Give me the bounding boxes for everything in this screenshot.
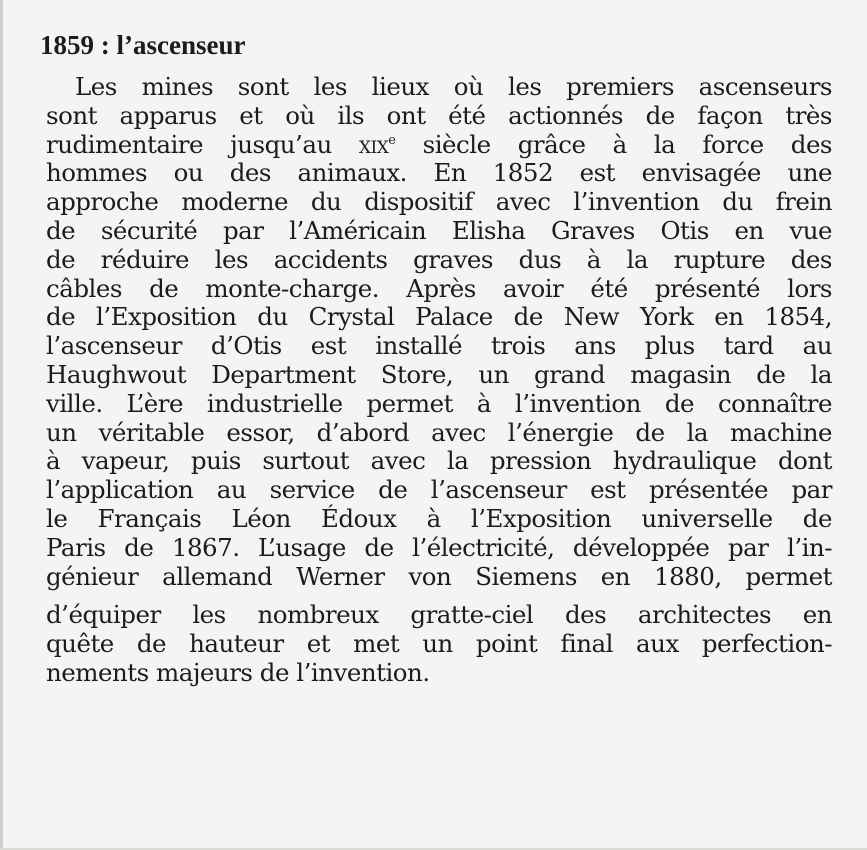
roman-numeral: xix — [358, 129, 389, 159]
text-line: de l’Exposition du Crystal Palace de New York en 1854, — [46, 302, 832, 332]
text-line: de sécurité par l’Américain Elisha Graves Otis en vue — [46, 215, 832, 245]
text-line: un véritable essor, d’abord avec l’énergie de la machine — [46, 417, 832, 447]
text-line: génieur allemand Werner von Siemens en 1880, permet — [46, 561, 832, 591]
text-line: quête de hauteur et met un point final aux perfection- — [46, 629, 832, 659]
text-line: l’ascenseur d’Otis est installé trois ans plus tard au — [46, 331, 832, 361]
text-line: le Français Léon Édoux à l’Exposition universelle de — [46, 503, 832, 533]
text-line: d’équiper les nombreux gratte-ciel des architectes en — [46, 600, 832, 630]
text-line-with-century — [46, 131, 832, 160]
text-line: câbles de monte-charge. Après avoir été présenté lors — [46, 273, 832, 303]
text-line: Haughwout Department Store, un grand magasin de la — [46, 359, 832, 389]
text-line: Paris de 1867. L’usage de l’électricité, développée par l’in- — [46, 532, 832, 562]
text-line: Les mines sont les lieux où les premiers ascenseurs — [75, 72, 832, 101]
text-line: de réduire les accidents graves dus à la rupture des — [46, 244, 832, 274]
text-line: approche moderne du dispositif avec l’invention du frein — [46, 187, 832, 217]
text-line: nements majeurs de l’invention. — [46, 657, 430, 687]
scan-edge — [0, 0, 3, 850]
text-line: à vapeur, puis surtout avec la pression hydraulique dont — [46, 446, 832, 476]
text-fragment: rudimentaire jusqu’au — [46, 129, 332, 159]
article-body — [46, 73, 832, 688]
text-fragment: siècle grâce à la force des — [422, 129, 833, 159]
text-line: l’application au service de l’ascenseur est présentée par — [46, 475, 832, 505]
article-heading: 1859 : l’ascenseur — [40, 30, 246, 60]
text-line: ville. L’ère industrielle permet à l’invention de connaître — [46, 388, 832, 418]
text-line: hommes ou des animaux. En 1852 est envisagée une — [46, 158, 832, 188]
superscript: e — [388, 132, 396, 148]
text-line: sont apparus et où ils ont été actionnés de façon très — [46, 100, 832, 130]
